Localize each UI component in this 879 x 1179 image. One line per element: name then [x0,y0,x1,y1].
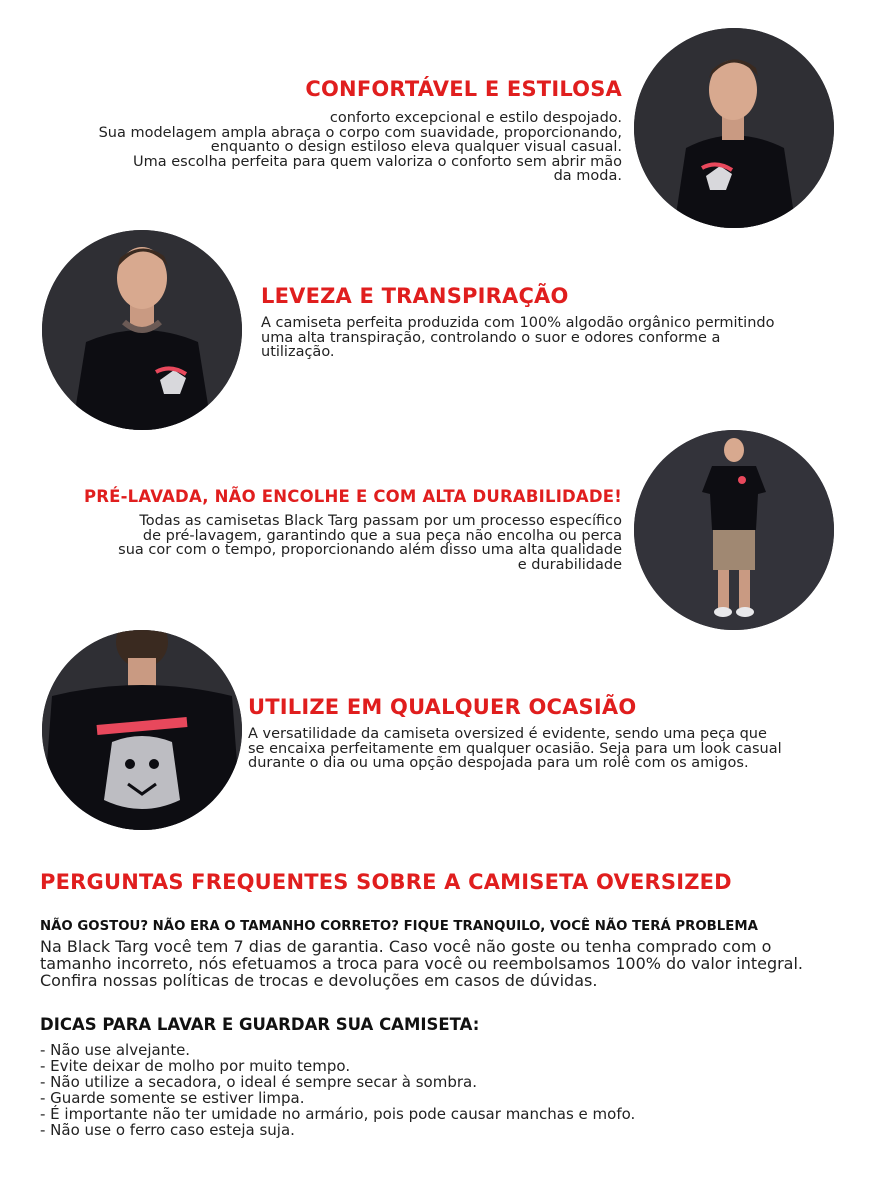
text-line: enquanto o design estiloso eleva qualquer visual casual. [210,139,622,155]
list-item: - É importante não ter umidade no armário, pois pode causar manchas e mofo. [40,1105,636,1123]
text-line: sua cor com o tempo, proporcionando além disso uma alta qualidade [118,542,622,558]
section-title-utilize: UTILIZE EM QUALQUER OCASIÃO [248,695,637,719]
text-line: utilização. [261,344,335,360]
section-text-leveza [261,316,774,360]
list-item: - Não use alvejante. [40,1041,191,1059]
text-line: Uma escolha perfeita para quem valoriza o conforto sem abrir mão [133,153,622,170]
section-text-confortavel [99,111,622,184]
shirt-print-logo [738,476,746,484]
model-photo-front-closeup [634,28,834,228]
faq-title: PERGUNTAS FREQUENTES SOBRE A CAMISETA OVERSIZED [40,870,732,894]
text-line: e durabilidade [517,556,622,573]
text-line: Todas as camisetas Black Targ passam por um processo específico [139,513,622,529]
section-title-leveza: LEVEZA E TRANSPIRAÇÃO [261,284,569,308]
list-item: - Não use o ferro caso esteja suja. [40,1121,295,1139]
tips-list [40,1042,635,1138]
section-text-utilize [248,727,782,771]
text-line: durante o dia ou uma opção despojada para um rolê com os amigos. [248,755,749,771]
faq-question: NÃO GOSTOU? NÃO ERA O TAMANHO CORRETO? FIQUE TRANQUILO, VOCÊ NÃO TERÁ PROBLEMA [40,919,758,934]
section-title-pre-lavada: PRÉ-LAVADA, NÃO ENCOLHE E COM ALTA DURABILIDADE! [83,487,622,506]
model-photo-full-body [634,430,834,630]
text-line: A camiseta perfeita produzida com 100% algodão orgânico permitindo [261,315,775,331]
section-title-confortavel: CONFORTÁVEL E ESTILOSA [305,77,622,101]
text-line: conforto excepcional e estilo despojado. [329,110,622,126]
faq-answer: Na Black Targ você tem 7 dias de garantia. Caso você não goste ou tenha comprado com o tamanho incorreto, nós efetuamos a troca para você ou reembolsamos 100% do valor integral. Confira nossas políticas de trocas e devoluções em casos de dúvidas. [40,937,804,990]
tips-title: DICAS PARA LAVAR E GUARDAR SUA CAMISETA: [40,1015,480,1034]
text-line: uma alta transpiração, controlando o suor e odores conforme a [261,329,721,346]
section-text-pre-lavada [118,514,622,572]
text-line: se encaixa perfeitamente em qualquer ocasião. Seja para um look casual [248,740,782,757]
model-photo-front-portrait [42,230,242,430]
text-line: Sua modelagem ampla abraça o corpo com suavidade, proporcionando, [98,124,622,141]
text-line: de pré-lavagem, garantindo que a sua peça não encolha ou perca [142,527,622,544]
text-line: da moda. [553,168,622,184]
list-item: - Guarde somente se estiver limpa. [40,1089,305,1107]
text-line: A versatilidade da camiseta oversized é evidente, sendo uma peça que [248,726,767,742]
model-photo-back-print [42,630,242,830]
list-item: - Evite deixar de molho por muito tempo. [40,1057,351,1075]
list-item: - Não utilize a secadora, o ideal é sempre secar à sombra. [40,1073,477,1091]
